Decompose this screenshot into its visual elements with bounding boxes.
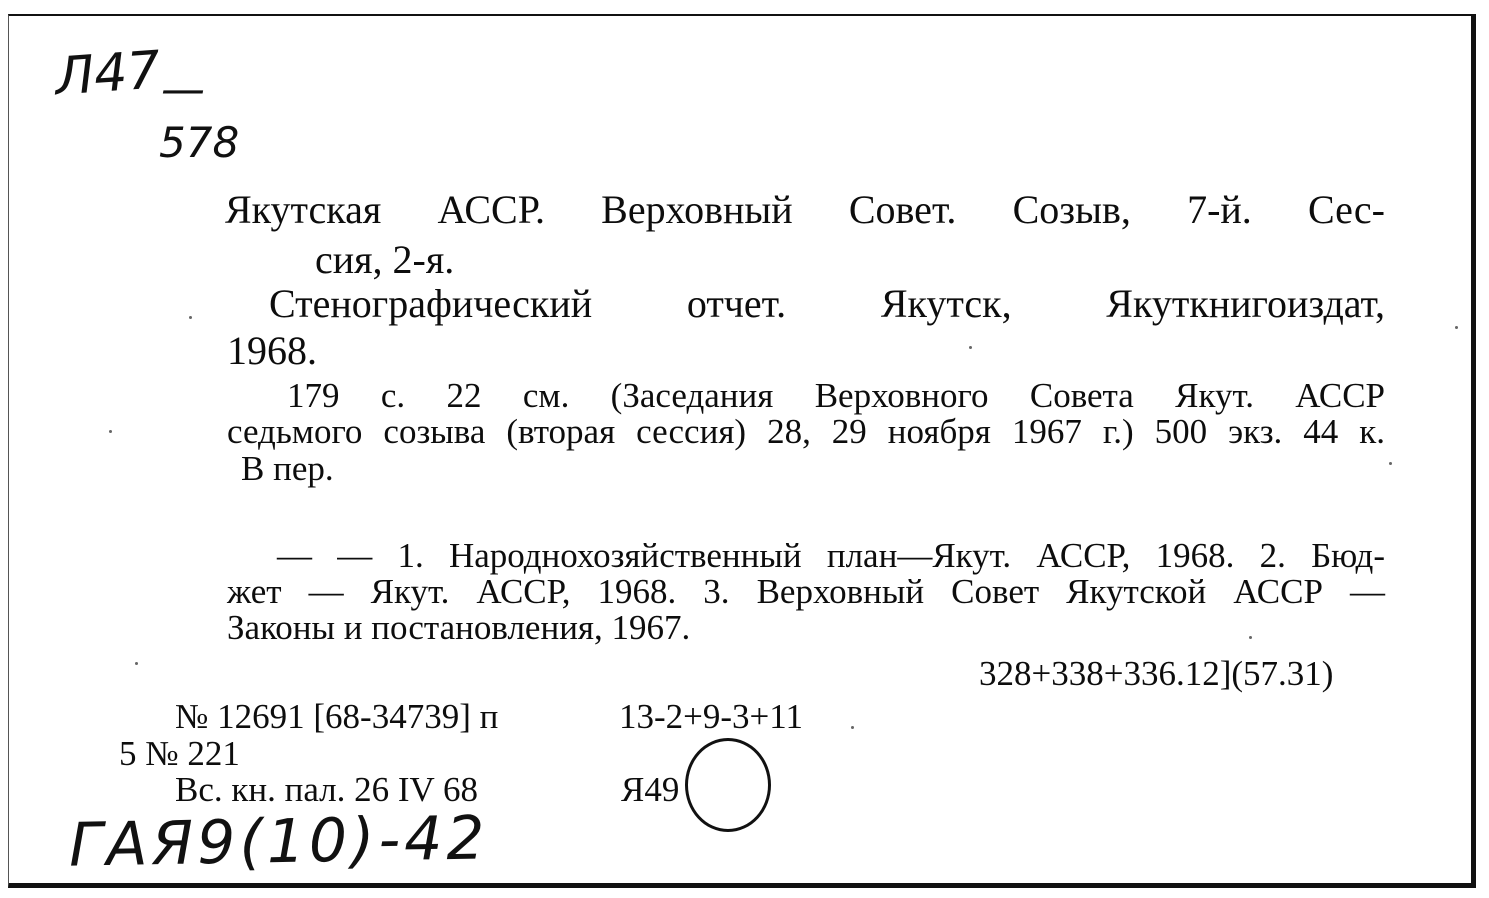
subjects-line-2: жет — Якут. АССР, 1968. 3. Верховный Совет Якутской АССР — (227, 572, 1385, 611)
stamp-circle (685, 738, 771, 832)
catalog-card (8, 14, 1476, 888)
heading-line-2: сия, 2-я. (315, 237, 455, 282)
card-number: № 12691 [68-34739] п (175, 697, 499, 736)
scan-speck (109, 430, 112, 433)
description-line-2: седьмого созыва (вторая сессия) 28, 29 ноября 1967 г.) 500 экз. 44 к. (227, 412, 1385, 451)
handwritten-shelf-bottom: 578 (159, 118, 240, 167)
scan-speck (135, 662, 138, 665)
classification-index: 328+338+336.12](57.31) (979, 654, 1334, 693)
handwritten-shelf-dash: — (161, 64, 205, 115)
author-sign: Я49 (621, 770, 680, 809)
scan-speck (851, 726, 854, 729)
book-chamber-line: Вс. кн. пал. 26 IV 68 (175, 770, 478, 809)
title-line: Стенографический отчет. Якутск, Якуткнигоиздат, (269, 281, 1385, 326)
handwritten-shelf-top: Л47 (53, 40, 163, 108)
description-line-1: 179 с. 22 см. (Заседания Верховного Совета Якут. АССР (287, 376, 1385, 415)
subjects-line-3: Законы и постановления, 1967. (227, 608, 691, 647)
heading-line-1: Якутская АССР. Верховный Совет. Созыв, 7-й. Сес- (225, 187, 1385, 232)
scan-speck (969, 346, 972, 349)
handwritten-bottom-code: ГАЯ9(10)-42 (68, 803, 490, 881)
subjects-line-1: — — 1. Народнохозяйственный план—Якут. АССР, 1968. 2. Бюд- (277, 536, 1385, 575)
scan-speck (189, 316, 192, 319)
sub-number: 5 № 221 (119, 734, 240, 773)
scan-speck (1389, 462, 1392, 465)
publication-year: 1968. (227, 328, 317, 373)
scan-speck (1249, 636, 1252, 639)
order-index: 13-2+9-3+11 (619, 697, 803, 736)
scan-speck (1455, 326, 1458, 329)
description-line-3: В пер. (241, 449, 334, 488)
